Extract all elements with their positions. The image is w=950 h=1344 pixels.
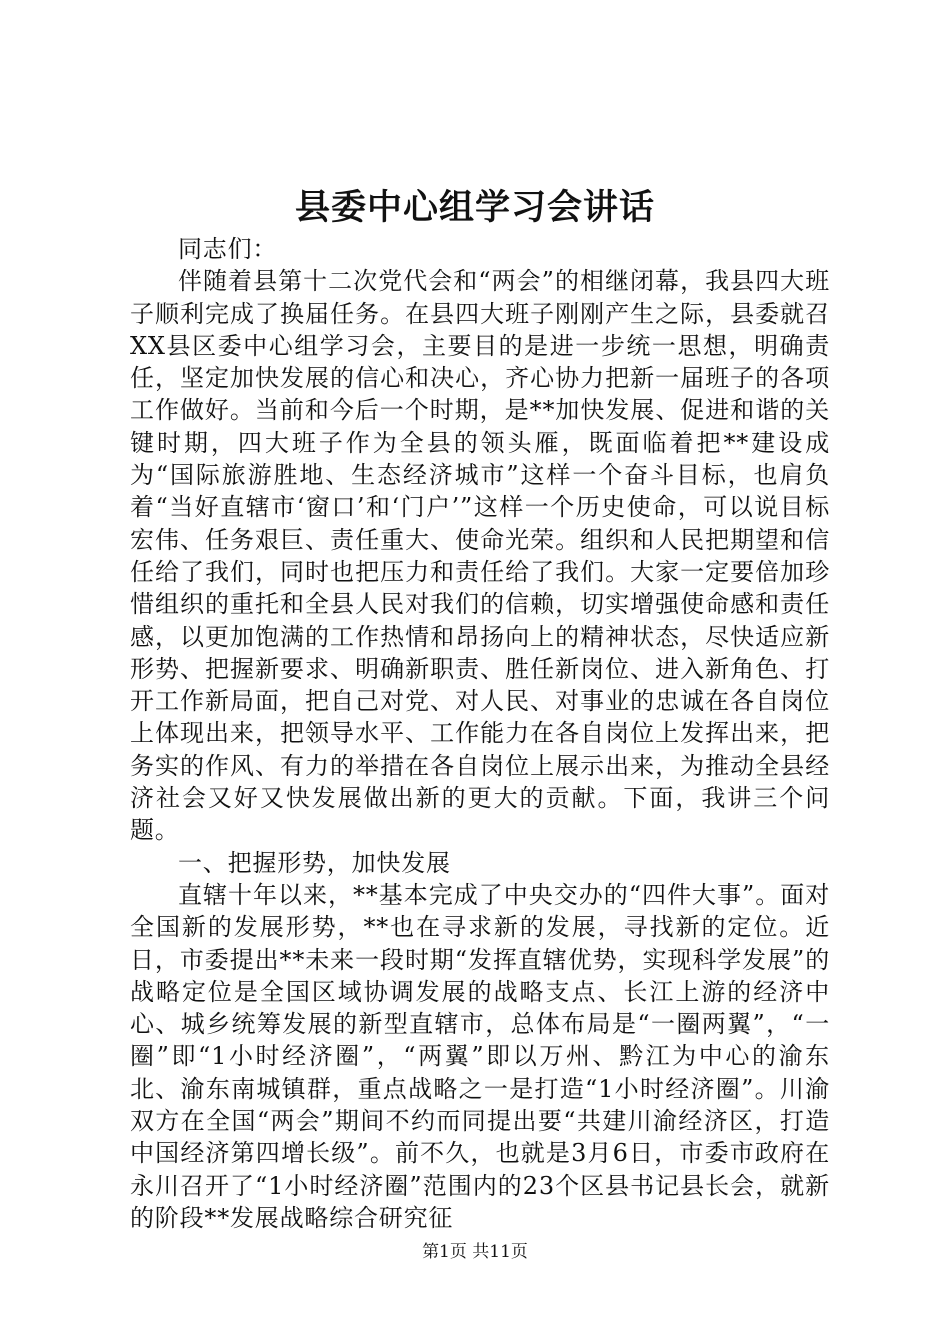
document-title: 县委中心组学习会讲话 bbox=[294, 188, 655, 228]
page-number-footer: 第1页 共11页 bbox=[422, 1242, 528, 1262]
intro-paragraph: 伴随着县第十二次党代会和“两会”的相继闭幕，我县四大班子顺利完成了换届任务。在县四大班子刚刚产生之际，县委就召XX县区委中心组学习会，主要目的是进一步统一思想，明确责任，坚定加快发展的信心和决心，齐心协力把新一届班子的各项工作做好。当前和今后一个时期，是**加快发展、促进和谐的关键时期，四大班子作为全县的领头雁，既面临着把**建设成为“国际旅游胜地、生态经济城市”这样一个奋斗目标，也肩负着“当好直辖市‘窗口’和‘门户’”这样一个历史使命，可以说目标宏伟、任务艰巨、责任重大、使命光荣。组织和人民把期望和信任给了我们，同时也把压力和责任给了我们。大家一定要倍加珍惜组织的重托和全县人民对我们的信赖，切实增强使命感和责任感，以更加饱满的工作热情和昂扬向上的精神状态，尽快适应新形势、把握新要求、明确新职责、胜任新岗位、进入新角色、打开工作新局面，把自己对党、对人民、对事业的忠诚在各自岗位上体现出来，把领导水平、工作能力在各自岗位上发挥出来，把务实的作风、有力的举措在各自岗位上展示出来，为推动全县经济社会又好又快发展做出新的更大的贡献。下面，我讲三个问题。 bbox=[130, 267, 830, 845]
section-paragraph: 直辖十年以来，**基本完成了中央交办的“四件大事”。面对全国新的发展形势，**也在寻求新的发展，寻找新的定位。近日，市委提出**未来一段时期“发挥直辖优势，实现科学发展”的战略定位是全国区域协调发展的战略支点、长江上游的经济中心、城乡统筹发展的新型直辖市，总体布局是“一圈两翼”，“一圈”即“1小时经济圈”，“两翼”即以万州、黔江为中心的渝东北、渝东南城镇群，重点战略之一是打造“1小时经济圈”。川渝双方在全国“两会”期间不约而同提出要“共建川渝经济区，打造中国经济第四增长级”。前不久，也就是3月6日，市委市政府在永川召开了“1小时经济圈”范围内的23个区县书记县长会，就新的阶段**发展战略综合研究征 bbox=[130, 880, 830, 1232]
section-heading: 一、把握形势，加快发展 bbox=[178, 848, 451, 877]
document-body bbox=[130, 233, 830, 1234]
salutation-paragraph: 同志们： bbox=[178, 235, 278, 263]
